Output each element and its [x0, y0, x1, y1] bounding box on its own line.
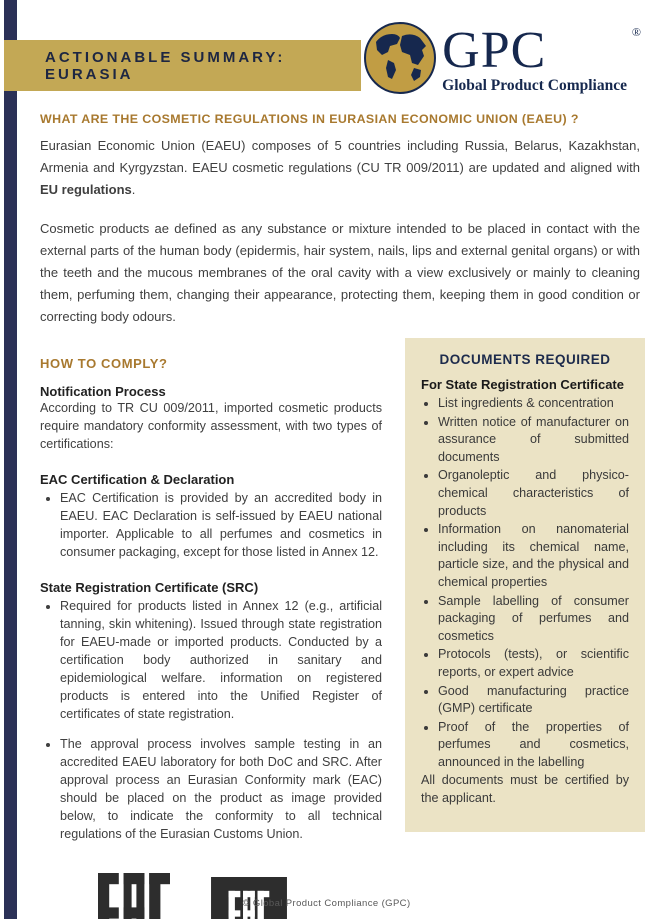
intro-paragraph-1-bold: EU regulations [40, 182, 132, 197]
documents-required-subheading: For State Registration Certificate [421, 377, 624, 392]
globe-icon [364, 22, 436, 99]
list-item: • Protocols (tests), or scientific reports, or expert advice [438, 646, 629, 681]
header [0, 0, 653, 100]
list-item: • Information on nanomaterial including its chemical name, particle size, and the physical and chemical properties [438, 521, 629, 591]
list-item: • The approval process involves sample testing in an accredited EAEU laboratory for both DoC and SRC. After approval process an Eurasian Conformity mark (EAC) should be placed on the product as image provided below, to indicate the conformity to all technical regulations of the Eurasian Customs Union. [60, 735, 382, 843]
logo-acronym: GPC [442, 21, 547, 79]
list-item: • List ingredients & concentration [438, 395, 629, 413]
intro-paragraph-2: Cosmetic products ae defined as any substance or mixture intended to be placed in contact with the external parts of the human body (epidermis, hair system, nails, lips and external genital organs) or with the teeth and the mucous membranes of the oral cavity with a view exclusively or mainly to cleaning them, perfuming them, changing their appearance, protecting them, keeping them in good condition or correcting body odours. [40, 221, 640, 324]
documents-required-note: All documents must be certified by the applicant. [421, 773, 629, 806]
gpc-logo [364, 22, 641, 99]
list-item: • Proof of the properties of perfumes and cosmetics, announced in the labelling [438, 719, 629, 772]
logo-text [442, 21, 641, 95]
eac-marks [95, 873, 382, 919]
list-item: • Required for products listed in Annex 12 (e.g., artificial tanning, skin whitening). Issued through state registration for EAEU-made or imported products. Conducted by a certification body authorized in sanitary and epidemiological welfare. information on registered products is entered into the Unified Register of certificates of state registration. [60, 597, 382, 723]
list-item: • EAC Certification is provided by an accredited body in EAEU. EAC Declaration is self-issued by EAEU national importer. Applicable to all perfumes and cosmetics in consumer packaging, except for those listed in Annex 12. [60, 489, 382, 561]
list-item: • Organoleptic and physico-chemical characteristics of products [438, 467, 629, 520]
how-to-comply-column [40, 338, 392, 919]
list-item: • Sample labelling of consumer packaging of perfumes and cosmetics [438, 593, 629, 646]
intro-section [40, 112, 640, 328]
left-accent-strip [4, 0, 17, 919]
intro-paragraph-1 [40, 135, 640, 201]
intro-heading: WHAT ARE THE COSMETIC REGULATIONS IN EURASIAN ECONOMIC UNION (EAEU) ? [40, 112, 579, 126]
src-title: State Registration Certificate (SRC) [40, 580, 259, 595]
footer-copyright: © Global Product Compliance (GPC) [242, 898, 411, 909]
eac-certification-list [40, 489, 382, 561]
registered-trademark-icon: ® [631, 24, 641, 39]
intro-paragraph-1-text: Eurasian Economic Union (EAEU) composes of 5 countries including Russia, Belarus, Kazakhstan, Armenia and Kyrgyzstan. EAEU cosmetic regulations (CU TR 009/2011) are updated and aligned with [40, 138, 640, 175]
content-columns [40, 338, 645, 919]
list-item: • Good manufacturing practice (GMP) certificate [438, 683, 629, 718]
documents-required-list [421, 395, 629, 771]
notification-process-body: According to TR CU 009/2011, imported cosmetic products require mandatory conformity assessment, with two types of certifications: [40, 401, 382, 451]
logo-tagline: Global Product Compliance [442, 76, 627, 94]
src-list [40, 597, 382, 843]
documents-required-panel [405, 338, 645, 832]
eac-mark-outline-icon [95, 873, 173, 919]
notification-process-block [40, 384, 382, 453]
src-block [40, 580, 382, 843]
banner-title: ACTIONABLE SUMMARY: EURASIA [45, 48, 286, 83]
eac-certification-title: EAC Certification & Declaration [40, 472, 235, 487]
list-item: • Written notice of manufacturer on assurance of submitted documents [438, 414, 629, 467]
notification-process-title: Notification Process [40, 384, 166, 399]
documents-required-heading: DOCUMENTS REQUIRED [439, 352, 611, 367]
how-to-comply-heading: HOW TO COMPLY? [40, 356, 168, 371]
banner [4, 40, 361, 91]
eac-certification-block [40, 472, 382, 561]
intro-paragraph-1-period: . [131, 182, 136, 197]
